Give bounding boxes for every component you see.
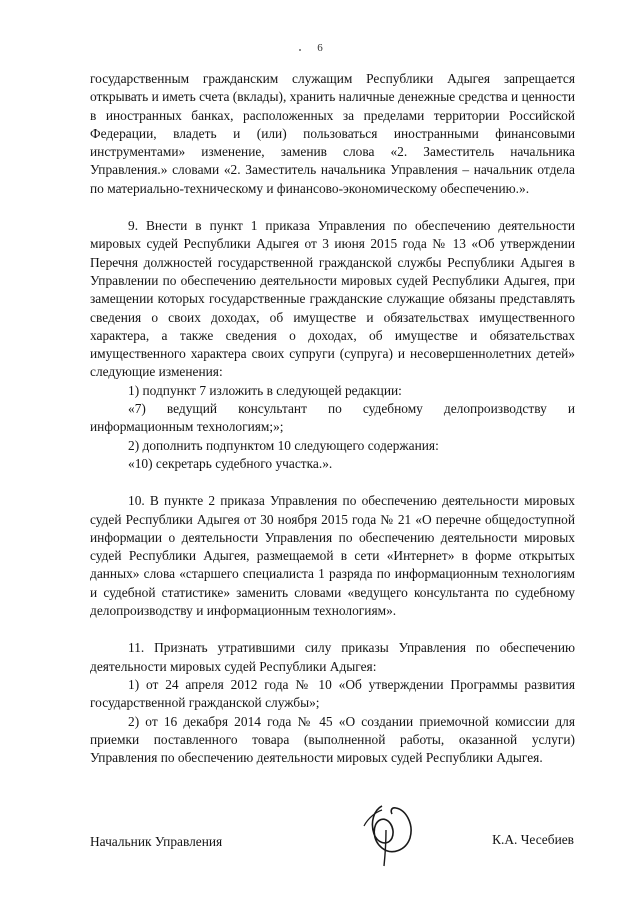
paragraph-gap	[90, 473, 575, 492]
paragraph-p9-2: 2) дополнить подпунктом 10 следующего содержания:	[128, 437, 439, 453]
paragraph-p9-2a: «10) секретарь судебного участка.».	[128, 455, 333, 471]
paragraph-p10: 10. В пункте 2 приказа Управления по обеспечению деятельности мировых судей Республики Адыгея от 30 ноября 2015 года № 21 «О перечне общедоступной информации о деятельности Управления по обеспечению деятельности мировых судей Республики Адыгея, размещаемой в сети «Интернет» в форме открытых данных» слова «старшего специалиста 1 разряда по информационным технологиям и судебной статистике» заменить словами «ведущего консультанта по судебному делопроизводству и информационным технологиям».	[90, 493, 575, 619]
document-body	[90, 70, 575, 767]
paragraph-p9-1a: «7) ведущий консультант по судебному делопроизводству и информационным технологиям;»;	[90, 401, 575, 435]
paragraph-p9: 9. Внести в пункт 1 приказа Управления по обеспечению деятельности мировых судей Республики Адыгея от 3 июня 2015 года № 13 «Об утверждении Перечня должностей государственной гражданской службы Республики Адыгея в Управлении по обеспечению деятельности мировых судей Республики Адыгея, при замещении которых государственные гражданские служащие обязаны представлять сведения о своих доходах, об имуществе и обязательствах имущественного характера, а также сведения о доходах, об имуществе и обязательствах имущественного характера своих супруги (супруга) и несовершеннолетних детей» следующие изменения:	[90, 218, 575, 380]
page-number: 6	[317, 42, 323, 54]
signatory-position: Начальник Управления	[90, 834, 223, 849]
signatory-name: К.А. Чесебиев	[492, 832, 574, 847]
paragraph-p11-2: 2) от 16 декабря 2014 года № 45 «О создании приемочной комиссии для приемки поставленного товара (выполненной работы, оказанной услуги) Управления по обеспечению деятельности мировых судей Республики Адыгея.	[90, 713, 575, 766]
paragraph-gap	[90, 198, 575, 217]
paragraph-p-cont: государственным гражданским служащим Республики Адыгея запрещается открывать и иметь счета (вклады), хранить наличные денежные средства и ценности в иностранных банках, расположенных за пределами территории Российской Федерации, владеть и (или) пользоваться иностранными финансовыми инструментами» изменение, заменив слова «2. Заместитель начальника Управления.» словами «2. Заместитель начальника Управления – начальник отдела по материально-техническому и финансово-экономическому обеспечению.».	[90, 71, 575, 196]
signature	[352, 800, 422, 868]
scan-speck	[299, 49, 301, 51]
paragraph-p11-1: 1) от 24 апреля 2012 года № 10 «Об утверждении Программы развития государственной гражданской службы»;	[90, 676, 575, 711]
paragraph-p11: 11. Признать утратившими силу приказы Управления по обеспечению деятельности мировых судей Республики Адыгея:	[90, 640, 575, 674]
paragraph-gap	[90, 620, 575, 639]
paragraph-p9-1: 1) подпункт 7 изложить в следующей редакции:	[128, 382, 402, 398]
